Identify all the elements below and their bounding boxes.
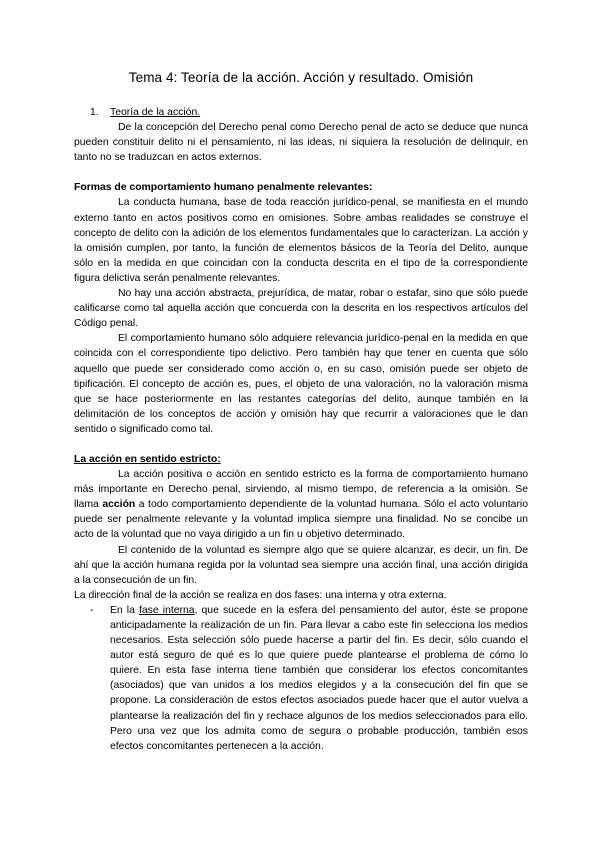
accion-heading-text: La acción en sentido estricto: <box>74 453 221 465</box>
formas-paragraph-3: El comportamiento humano sólo adquiere relevancia jurídico-penal en la medida en que coincida con el correspondiente tipo delictivo. Pero también hay que tener en cuenta que sólo aquello que puede ser considerado como acción o, en su caso, omisión puede ser objeto de tipificación. El concepto de acción es, pues, el objeto de una valoración, no la valoración misma que se hace posteriormente en las restantes categorías del delito, aunque también en la delimitación de los conceptos de acción y omisión hay que recurrir a valoraciones que le dan sentido o significado como tal. <box>74 333 528 435</box>
section-number: 1. <box>90 107 99 118</box>
list-item-before: En la <box>110 604 140 616</box>
accion-paragraph-1 <box>74 467 528 542</box>
list-item-after: , que sucede en la esfera del pensamiento del autor, éste se propone anticipadamente la realización de un fin. Para llevar a cabo este fin selecciona los medios necesarios. Esta selección sólo puede hacerse a partir del fin. Es decir, sólo cuando el autor está seguro de qué es lo que quiere puede plantearse el problema de cómo lo quiere. En esta fase interna tiene también que considerar los efectos concomitantes (asociados) que van unidos a los medios elegidos y a la consecución del fin que se propone. La consideración de estos efectos asociados puede hacer que el autor vuelva a plantearse la realización del fin y rechace algunos de los medios seleccionados para ello. Pero una vez que los admita como de segura o probable producción, también esos efectos concomitantes pertenecen a la acción. <box>110 604 528 752</box>
accion-paragraph-3: La dirección final de la acción se realiza en dos fases: una interna y otra externa. <box>74 589 447 601</box>
section-1-paragraph: De la concepción del Derecho penal como Derecho penal de acto se deduce que nunca pueden constituir delito ni el pensamiento, ni las ideas, ni siquiera la resolución de delinquir, en tanto no se traduzcan en actos externos. <box>74 122 528 164</box>
section-1-heading <box>74 105 528 120</box>
formas-heading: Formas de comportamiento humano penalmente relevantes: <box>74 182 373 194</box>
accion-paragraph-2: El contenido de la voluntad es siempre algo que se quiere alcanzar, es decir, un fin. De ahí que la acción humana regida por la voluntad sea siempre una acción final, una acción dirigida a la consecución de un fin. <box>74 544 528 586</box>
list-item-text <box>110 603 528 754</box>
section-heading-text: Teoría de la acción. <box>110 107 201 118</box>
list-dash: - <box>90 604 94 616</box>
formas-paragraph-1: La conducta humana, base de toda reacción jurídico-penal, se manifiesta en el mundo externo tanto en actos positivos como en omisiones. Sobre ambas realidades se construye el concepto de delito con la adición de los elementos fundamentales que lo caracterizan. La acción y la omisión cumplen, por tanto, la función de elementos básicos de la Teoría del Delito, aunque sólo en la medida en que coincidan con la conducta descrita en el tipo de la correspondiente figura delictiva serán penalmente relevantes. <box>74 197 528 284</box>
accion-heading <box>74 452 528 467</box>
formas-paragraph-2: No hay una acción abstracta, prejurídica, de matar, robar o estafar, sino que sólo puede calificarse como tal aquella acción que concuerda con la descrita en los respectivos artículos del Código penal. <box>74 288 528 330</box>
accion-p1-before: La acción positiva o acción en sentido estricto es la forma de comportamiento humano más importante en Derecho penal, sirviendo, al mismo tiempo, de referencia a la omisión. Se llama <box>74 469 528 511</box>
accion-p1-bold: acción <box>102 499 136 511</box>
list-item <box>74 603 528 754</box>
accion-p1-after: a todo comportamiento dependiente de la voluntad humana. Sólo el acto voluntario puede ser penalmente relevante y la voluntad implica siempre una finalidad. No se concibe un acto de la voluntad que no vaya dirigido a un fin u objetivo determinado. <box>74 499 528 541</box>
list-item-underline: fase interna <box>139 604 195 616</box>
document-title: Tema 4: Teoría de la acción. Acción y resultado. Omisión <box>128 70 474 85</box>
